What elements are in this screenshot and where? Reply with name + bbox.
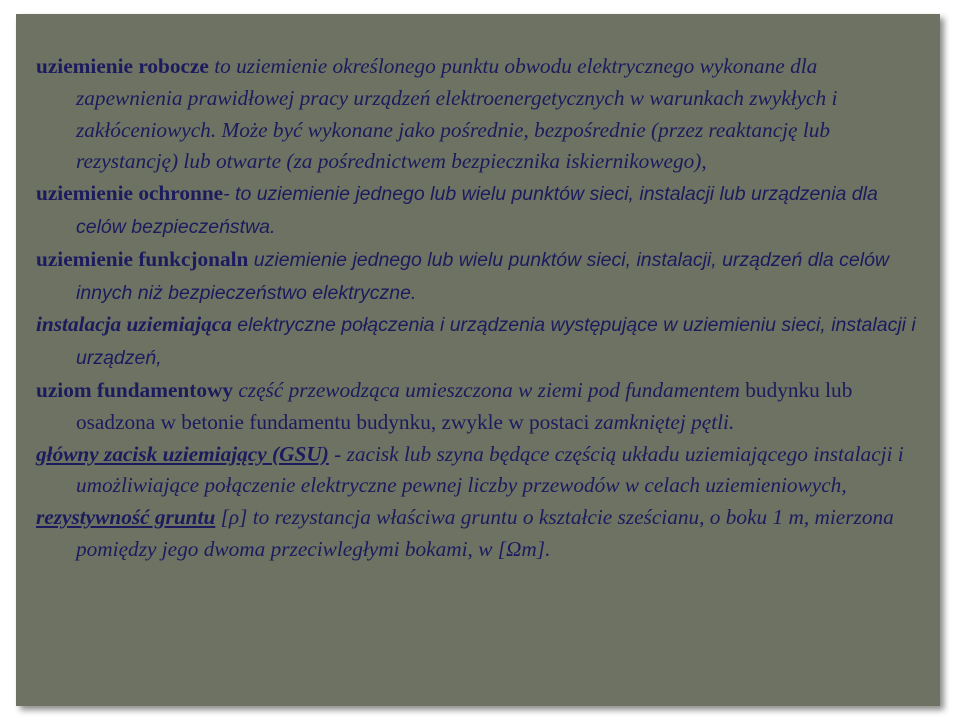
term: uziemienie ochronne: [36, 181, 224, 206]
definitions-list: [36, 51, 926, 566]
definition-uziemienie-funkcjonalne: [36, 244, 926, 310]
definition-rezystywnosc-gruntu: [36, 502, 926, 566]
definition-text-italic: część przewodząca umieszczona w ziemi pod fundamentem: [233, 377, 740, 402]
definition-uziom-fundamentowy: [36, 375, 926, 439]
term: rezystywność gruntu: [36, 505, 216, 530]
term: uziemienie funkcjonaln: [36, 246, 249, 271]
definition-text: [ρ] to rezystancja właściwa gruntu o kształcie sześcianu, o boku 1 m, mierzona pomiędzy jego dwoma przeciwległymi bokami, w [Ωm].: [76, 505, 894, 561]
definition-uziemienie-ochronne: [36, 178, 926, 244]
definition-uziemienie-robocze: [36, 51, 926, 178]
definition-glowny-zacisk: [36, 439, 926, 503]
definition-text: - zacisk lub szyna będące częścią układu uziemiającego instalacji i umożliwiające połączenie elektryczne pewnej liczby przewodów w celach uziemieniowych,: [76, 441, 904, 498]
term: uziom fundamentowy: [36, 377, 234, 402]
definition-instalacja-uziemiajaca: [36, 309, 926, 375]
term: uziemienie robocze: [36, 54, 209, 78]
term: główny zacisk uziemiający (GSU): [36, 441, 329, 466]
definition-text: - to uziemienie jednego lub wielu punktów sieci, instalacji lub urządzenia dla celów bezpieczeństwa.: [76, 183, 878, 238]
definition-text: elektryczne połączenia i urządzenia występujące w uziemieniu sieci, instalacji i urządzeń,: [76, 314, 916, 370]
definition-text: to uziemienie określonego punktu obwodu elektrycznego wykonane dla zapewnienia prawidłowej pracy urządzeń elektroenergetycznych w warunkach zwykłych i zakłóceniowych. Może być wykonane jako pośrednie, bezpośrednie (przez reaktancję lub rezystancję) lub otwarte (za pośrednictwem bezpiecznika iskiernikowego),: [76, 54, 838, 174]
definition-text-tail: zamkniętej pętli.: [589, 409, 735, 434]
term: instalacja uziemiająca: [36, 312, 232, 337]
definition-text: uziemienie jednego lub wielu punktów sieci, instalacji, urządzeń dla celów innych niż bezpieczeństwo elektryczne.: [76, 248, 889, 304]
definition-text-normal: budynku lub osadzona w betonie fundamentu budynku, zwykle w postaci: [76, 377, 853, 434]
